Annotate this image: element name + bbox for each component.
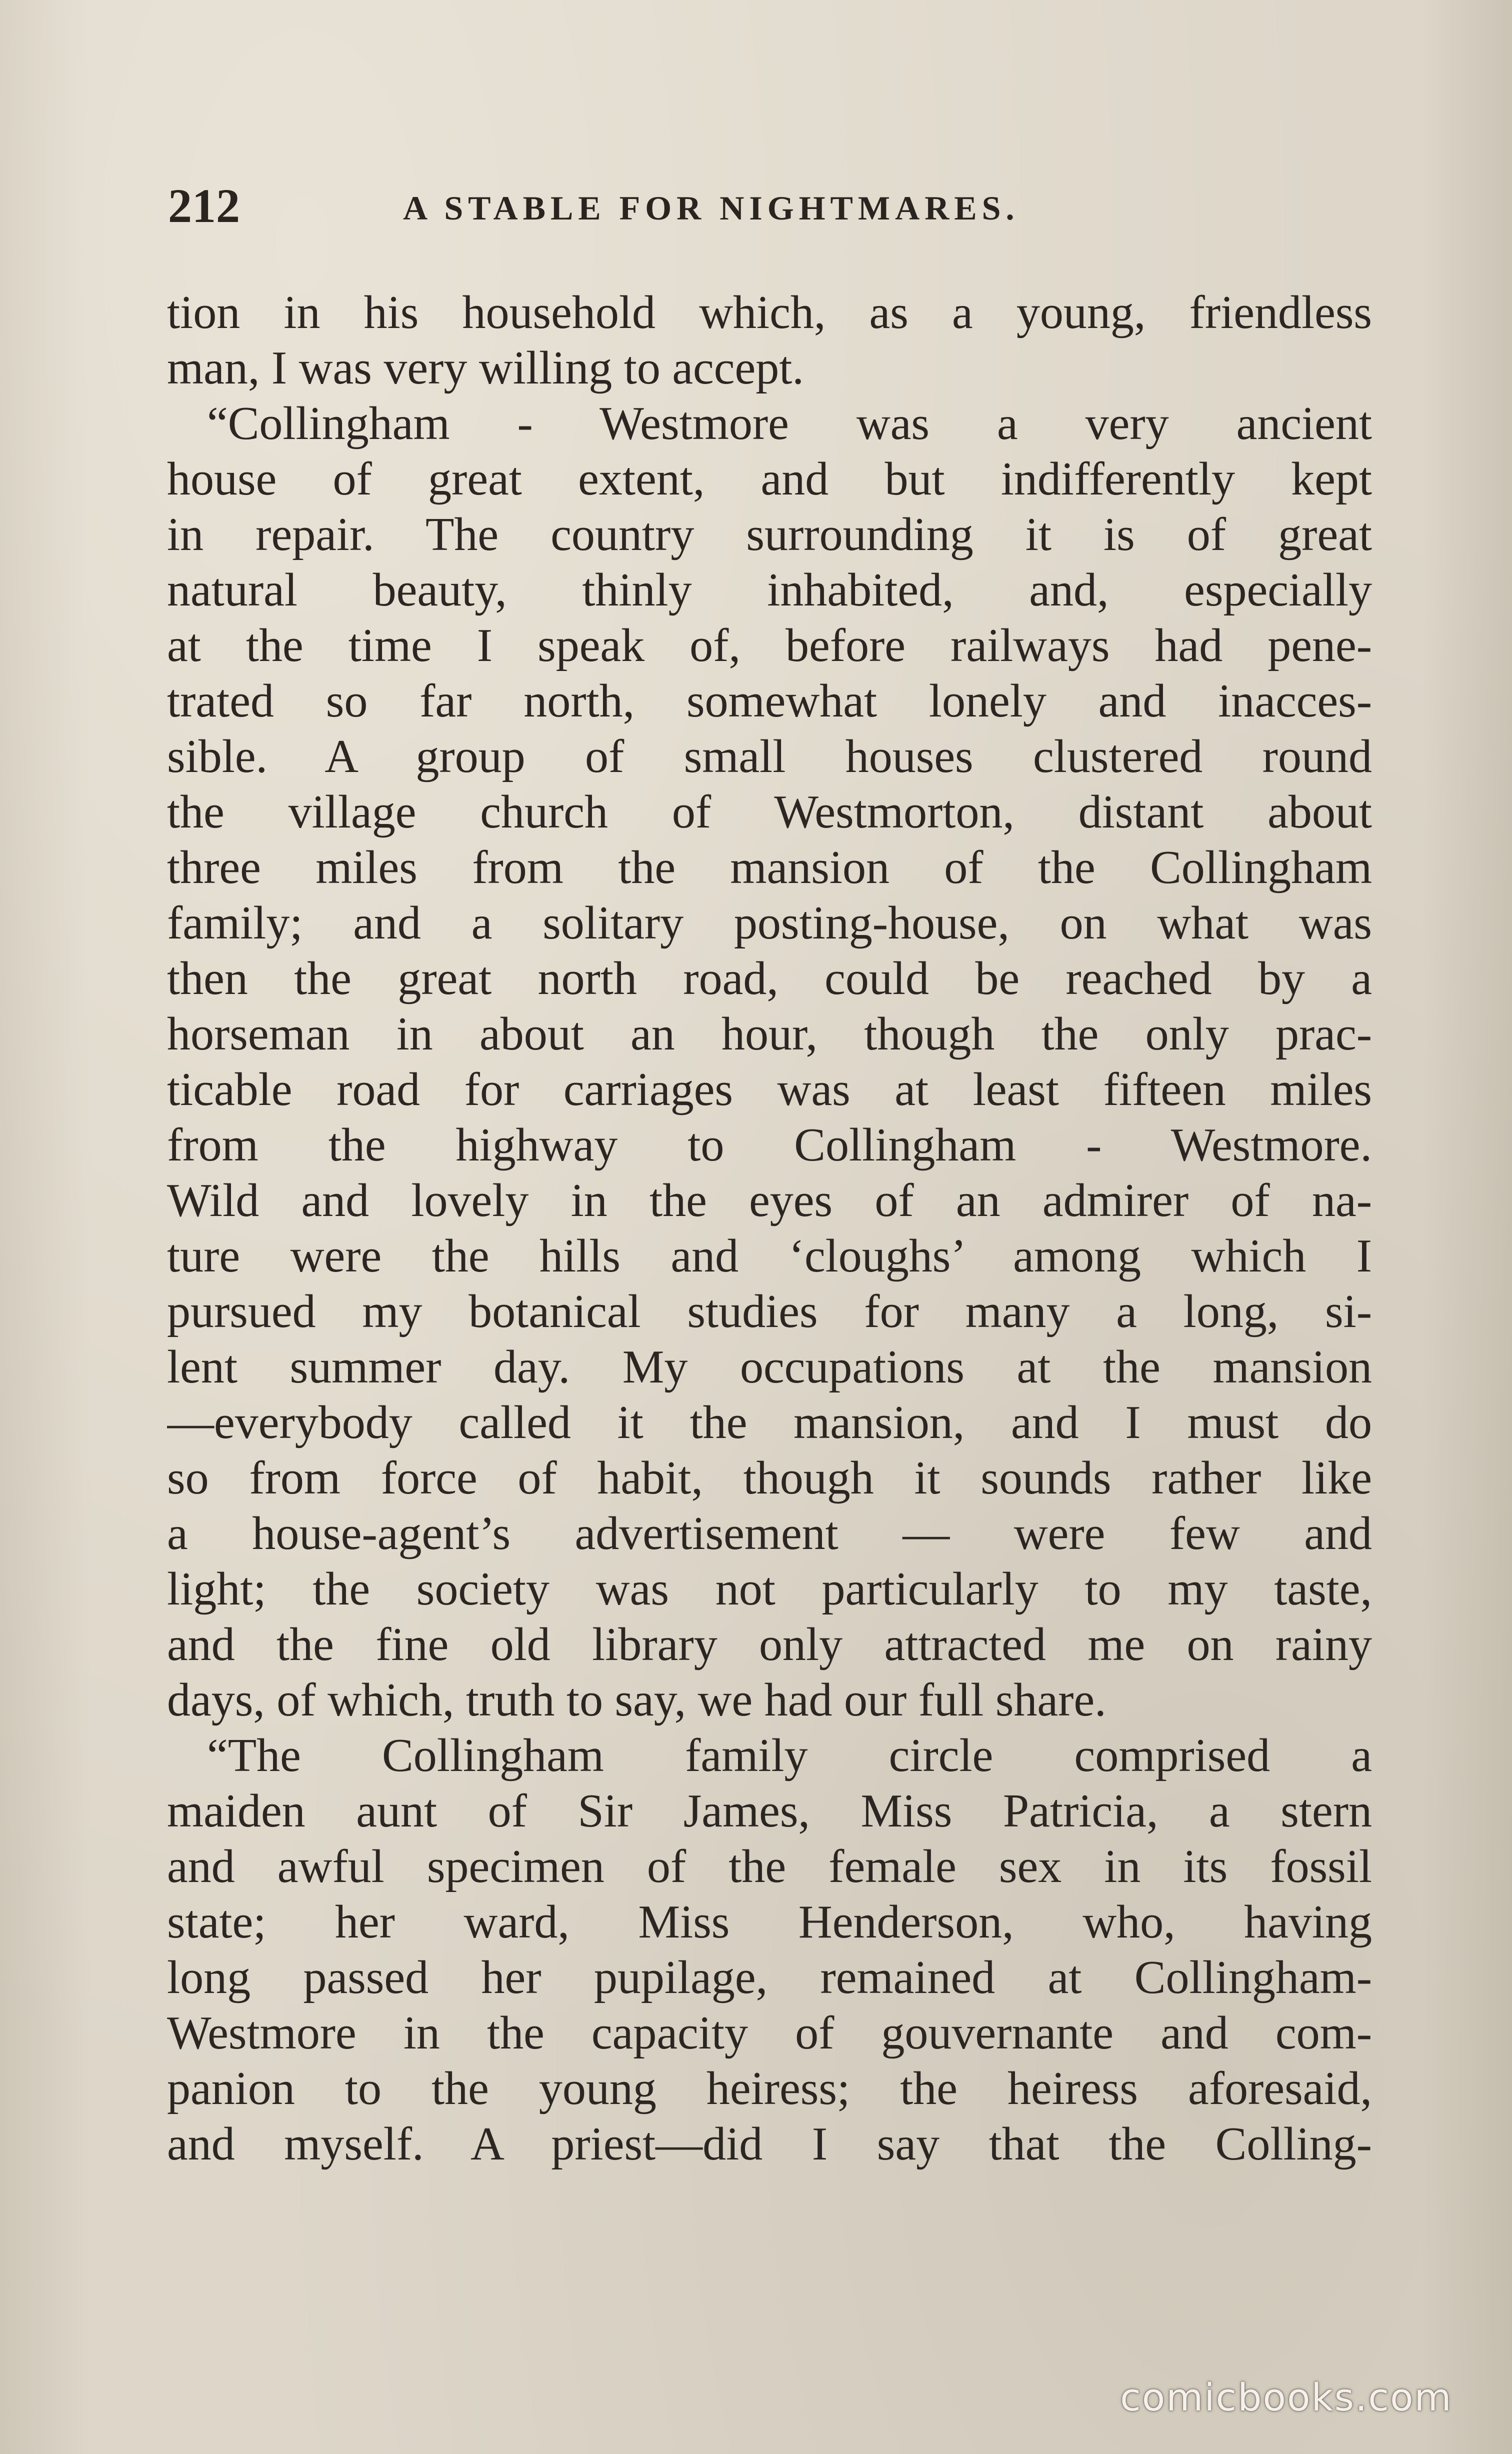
text-line: and awful specimen of the female sex in its fossil	[167, 1840, 1372, 1892]
text-line: “Collingham - Westmore was a very ancient	[207, 398, 1372, 450]
watermark: comicbooks.com	[1120, 2375, 1452, 2420]
text-line: panion to the young heiress; the heiress aforesaid,	[167, 2062, 1372, 2114]
text-line: tion in his household which, as a young, friendless	[167, 286, 1372, 338]
text-line: three miles from the mansion of the Collingham	[167, 842, 1372, 894]
text-line: man, I was very willing to accept.	[167, 342, 804, 394]
text-line: at the time I speak of, before railways had pene-	[167, 620, 1372, 672]
text-line: long passed her pupilage, remained at Collingham-	[167, 1952, 1372, 2004]
text-line: pursued my botanical studies for many a long, si-	[167, 1286, 1372, 1338]
text-line: —everybody called it the mansion, and I must do	[167, 1396, 1372, 1448]
text-line: horseman in about an hour, though the only prac-	[167, 1008, 1372, 1060]
text-line: Wild and lovely in the eyes of an admirer of na-	[167, 1174, 1372, 1226]
text-line: ticable road for carriages was at least fifteen miles	[167, 1064, 1372, 1116]
page-number: 212	[168, 179, 240, 232]
text-line: the village church of Westmorton, distant about	[167, 786, 1372, 838]
text-line: and myself. A priest—did I say that the Colling-	[167, 2118, 1372, 2170]
body-text	[167, 285, 1372, 2172]
text-line: from the highway to Collingham - Westmore.	[167, 1119, 1372, 1171]
text-line: maiden aunt of Sir James, Miss Patricia, a stern	[167, 1785, 1372, 1837]
running-head	[168, 176, 1128, 236]
text-line: so from force of habit, though it sounds rather like	[167, 1452, 1372, 1504]
text-line: in repair. The country surrounding it is of great	[167, 508, 1372, 560]
text-line: Westmore in the capacity of gouvernante and com-	[167, 2007, 1372, 2059]
running-title: A STABLE FOR NIGHTMARES.	[403, 189, 1020, 227]
text-line: sible. A group of small houses clustered round	[167, 730, 1372, 782]
text-line: a house-agent’s advertisement — were few and	[167, 1508, 1372, 1560]
text-line: days, of which, truth to say, we had our full share.	[167, 1674, 1106, 1726]
text-line: trated so far north, somewhat lonely and inacces-	[167, 675, 1372, 727]
text-line: light; the society was not particularly to my taste,	[167, 1563, 1372, 1615]
text-line: ture were the hills and ‘cloughs’ among which I	[167, 1230, 1372, 1282]
text-line: then the great north road, could be reached by a	[167, 952, 1372, 1004]
text-line: lent summer day. My occupations at the mansion	[167, 1341, 1372, 1393]
text-line: state; her ward, Miss Henderson, who, having	[167, 1896, 1372, 1948]
text-line: and the fine old library only attracted me on rainy	[167, 1618, 1372, 1670]
text-line: natural beauty, thinly inhabited, and, especially	[167, 564, 1372, 616]
text-line: “The Collingham family circle comprised a	[207, 1730, 1372, 1782]
text-line: family; and a solitary posting-house, on what was	[167, 897, 1372, 949]
text-line: house of great extent, and but indifferently kept	[167, 453, 1372, 505]
